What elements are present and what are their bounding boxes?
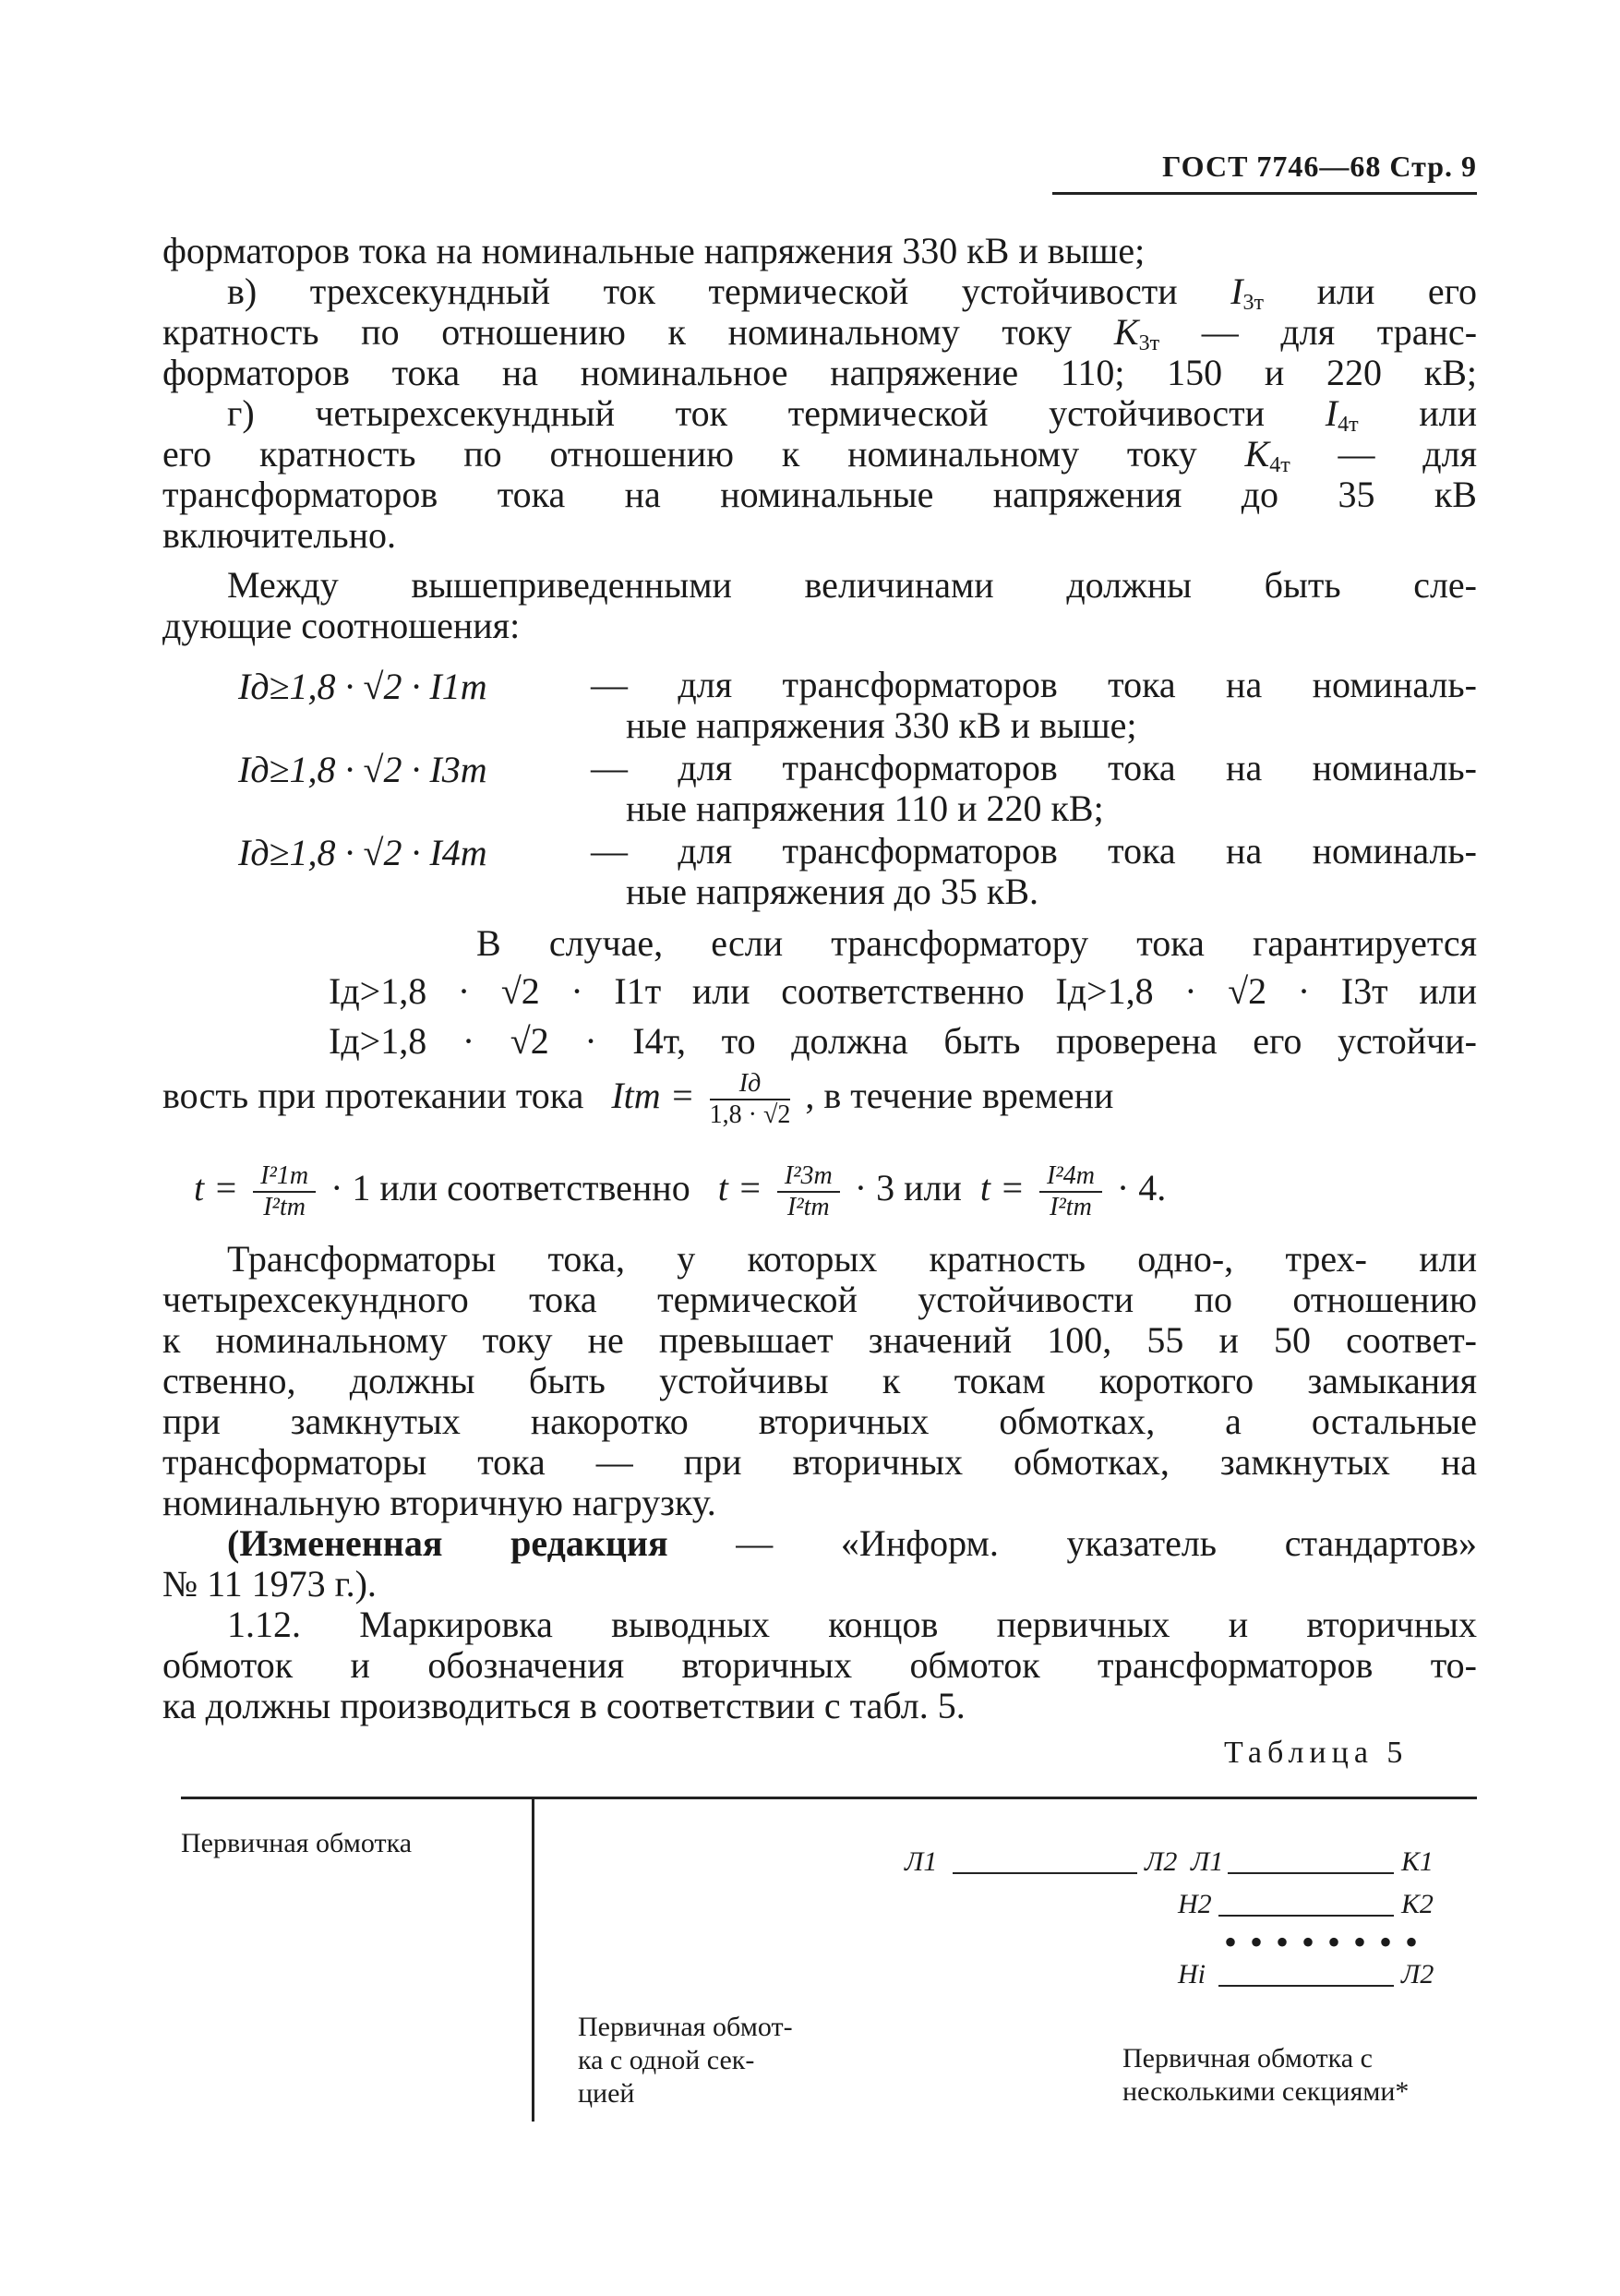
text-span: вость при протекании тока xyxy=(162,1075,584,1117)
text-line: форматоров тока на номинальное напряжение 110; 150 и 220 кВ; xyxy=(162,352,1477,393)
caption-line: ка с одной сек- xyxy=(578,2045,755,2075)
current-symbol: Itт = xyxy=(611,1075,695,1117)
formula-lhs: t = xyxy=(717,1167,762,1209)
fraction xyxy=(1039,1161,1102,1222)
caption-line: несколькими секциями* xyxy=(1122,2076,1410,2107)
terminal-label: Л1 xyxy=(905,1846,938,1877)
fraction-numerator: I²4т xyxy=(1039,1161,1102,1193)
text-line: ственно, должны быть устойчивы к токам короткого замыкания xyxy=(162,1360,1477,1401)
formula-lhs: t = xyxy=(194,1167,239,1209)
page-header: ГОСТ 7746—68 Стр. 9 xyxy=(1162,150,1477,183)
text-line: (Измененная редакция — «Информ. указатель стандартов» xyxy=(227,1522,1477,1564)
multi-section-caption xyxy=(1122,2042,1409,2109)
time-formulas xyxy=(194,1161,1166,1222)
text-line: В случае, если трансформатору тока гарантируется xyxy=(476,922,1477,964)
text-line: — для трансформаторов тока на номиналь- xyxy=(591,664,1477,705)
text-span: · 4. xyxy=(1116,1167,1167,1209)
text-line: ка должны производиться в соответствии с табл. 5. xyxy=(162,1685,966,1726)
text-line: при замкнутых накоротко вторичных обмотках, а остальные xyxy=(162,1400,1477,1442)
fraction xyxy=(710,1069,791,1130)
text-line: Трансформаторы тока, у которых кратность одно-, трех- или xyxy=(227,1238,1477,1280)
winding-line xyxy=(1218,1985,1394,1987)
text-span: · 3 или xyxy=(854,1167,962,1209)
caption-line: цией xyxy=(578,2078,635,2109)
table-row-header: Первичная обмотка xyxy=(181,1828,413,1858)
text-line: номинальную вторичную нагрузку. xyxy=(162,1482,716,1523)
text-line: ные напряжения до 35 кВ. xyxy=(626,871,1039,912)
text-line: трансформаторы тока — при вторичных обмотках, замкнутых на xyxy=(162,1441,1477,1483)
fraction-denominator: I²tт xyxy=(1050,1193,1092,1221)
relation-text xyxy=(591,748,1477,829)
text-line: к номинальному току не превышает значений 100, 55 и 50 соответ- xyxy=(162,1319,1477,1361)
terminal-label: Л2 xyxy=(1145,1846,1178,1877)
winding-line xyxy=(1228,1872,1394,1874)
case-line xyxy=(329,971,1477,1012)
text-line: Iд>1,8 · √2 · I1т или соответственно Iд>1,8 · √2 · I3т или xyxy=(329,970,1477,1012)
single-section-caption xyxy=(578,2011,793,2110)
amended-note xyxy=(162,1523,1477,1605)
text-line: обмоток и обозначения вторичных обмоток трансформаторов то- xyxy=(162,1644,1477,1686)
text-line: Iд>1,8 · √2 · I4т, то должна быть проверена его устойчи- xyxy=(329,1020,1477,1062)
terminal-label: К1 xyxy=(1401,1846,1434,1877)
text-line: № 11 1973 г.). xyxy=(162,1563,377,1605)
text-line: включительно. xyxy=(162,514,397,556)
text-line: дующие соотношения: xyxy=(162,605,521,646)
table-caption: Таблица 5 xyxy=(1224,1736,1409,1770)
fraction xyxy=(253,1161,316,1222)
terminal-label: Л2 xyxy=(1401,1959,1434,1989)
text-line: ные напряжения 330 кВ и выше; xyxy=(626,704,1137,746)
text-line: его кратность по отношению к номинальному току $K_{4т}$ — для xyxy=(162,433,1478,477)
text-line: кратность по отношению к номинальному току $K_{3т}$ — для транс- xyxy=(162,311,1478,355)
paragraph-relations-intro xyxy=(162,565,1477,646)
text-span: , в течение времени xyxy=(805,1075,1114,1117)
case-line xyxy=(476,923,1477,964)
terminal-label: К2 xyxy=(1401,1889,1434,1919)
case-fraction-line xyxy=(162,1069,1477,1130)
text-line: г) четырехсекундный ток термической устойчивости $I_{4т}$ или xyxy=(227,392,1478,437)
table-top-rule xyxy=(181,1797,1477,1799)
text-line: трансформаторов тока на номинальные напряжения до 35 кВ xyxy=(162,474,1477,515)
text-span: · 1 или соответственно xyxy=(330,1167,690,1209)
terminal-label: Л1 xyxy=(1191,1846,1224,1877)
fraction-numerator: I²3т xyxy=(777,1161,840,1193)
caption-line: Первичная обмот- xyxy=(578,2012,793,2042)
terminal-label: Нi xyxy=(1178,1959,1206,1989)
text-line: в) трехсекундный ток термической устойчивости $I_{3т}$ или его xyxy=(227,270,1478,315)
fraction-denominator: I²tт xyxy=(786,1193,830,1221)
relation-formula: Iд≥1,8 · √2 · I1т xyxy=(238,666,487,707)
fraction-denominator: I²tт xyxy=(263,1193,306,1221)
caption-line: Первичная обмотка с xyxy=(1122,2043,1373,2074)
table-column-divider xyxy=(532,1798,534,2122)
fraction xyxy=(777,1161,840,1222)
relation-formula: Iд≥1,8 · √2 · I4т xyxy=(238,832,487,873)
text-line: Между вышеприведенными величинами должны быть сле- xyxy=(227,564,1477,606)
fraction-numerator: I²1т xyxy=(253,1161,316,1193)
text-line: 1.12. Маркировка выводных концов первичных и вторичных xyxy=(227,1604,1477,1645)
text-line: — для трансформаторов тока на номиналь- xyxy=(591,830,1477,872)
fraction-denominator: 1,8 · √2 xyxy=(709,1100,791,1129)
relation-formula: Iд≥1,8 · √2 · I3т xyxy=(238,749,487,790)
fraction-numerator: Iд xyxy=(710,1069,791,1100)
continuation-dots: •••••••• xyxy=(1224,1921,1432,1963)
paragraph-short-circuit xyxy=(162,1239,1477,1523)
formula-lhs: t = xyxy=(979,1167,1025,1209)
text-line: ные напряжения 110 и 220 кВ; xyxy=(626,787,1104,829)
paragraph-1-12 xyxy=(162,1605,1477,1726)
terminal-label: Н2 xyxy=(1178,1889,1212,1919)
text-line: четырехсекундного тока термической устойчивости по отношению xyxy=(162,1279,1477,1320)
paragraph-thermal-currents xyxy=(162,231,1477,556)
winding-line xyxy=(1218,1915,1394,1917)
text-line: — для трансформаторов тока на номиналь- xyxy=(591,747,1477,788)
header-rule xyxy=(1052,192,1477,195)
winding-line xyxy=(953,1872,1137,1874)
case-line xyxy=(329,1021,1477,1062)
text-line: форматоров тока на номинальные напряжения 330 кВ и выше; xyxy=(162,230,1146,271)
relation-text xyxy=(591,831,1477,912)
relation-text xyxy=(591,665,1477,746)
